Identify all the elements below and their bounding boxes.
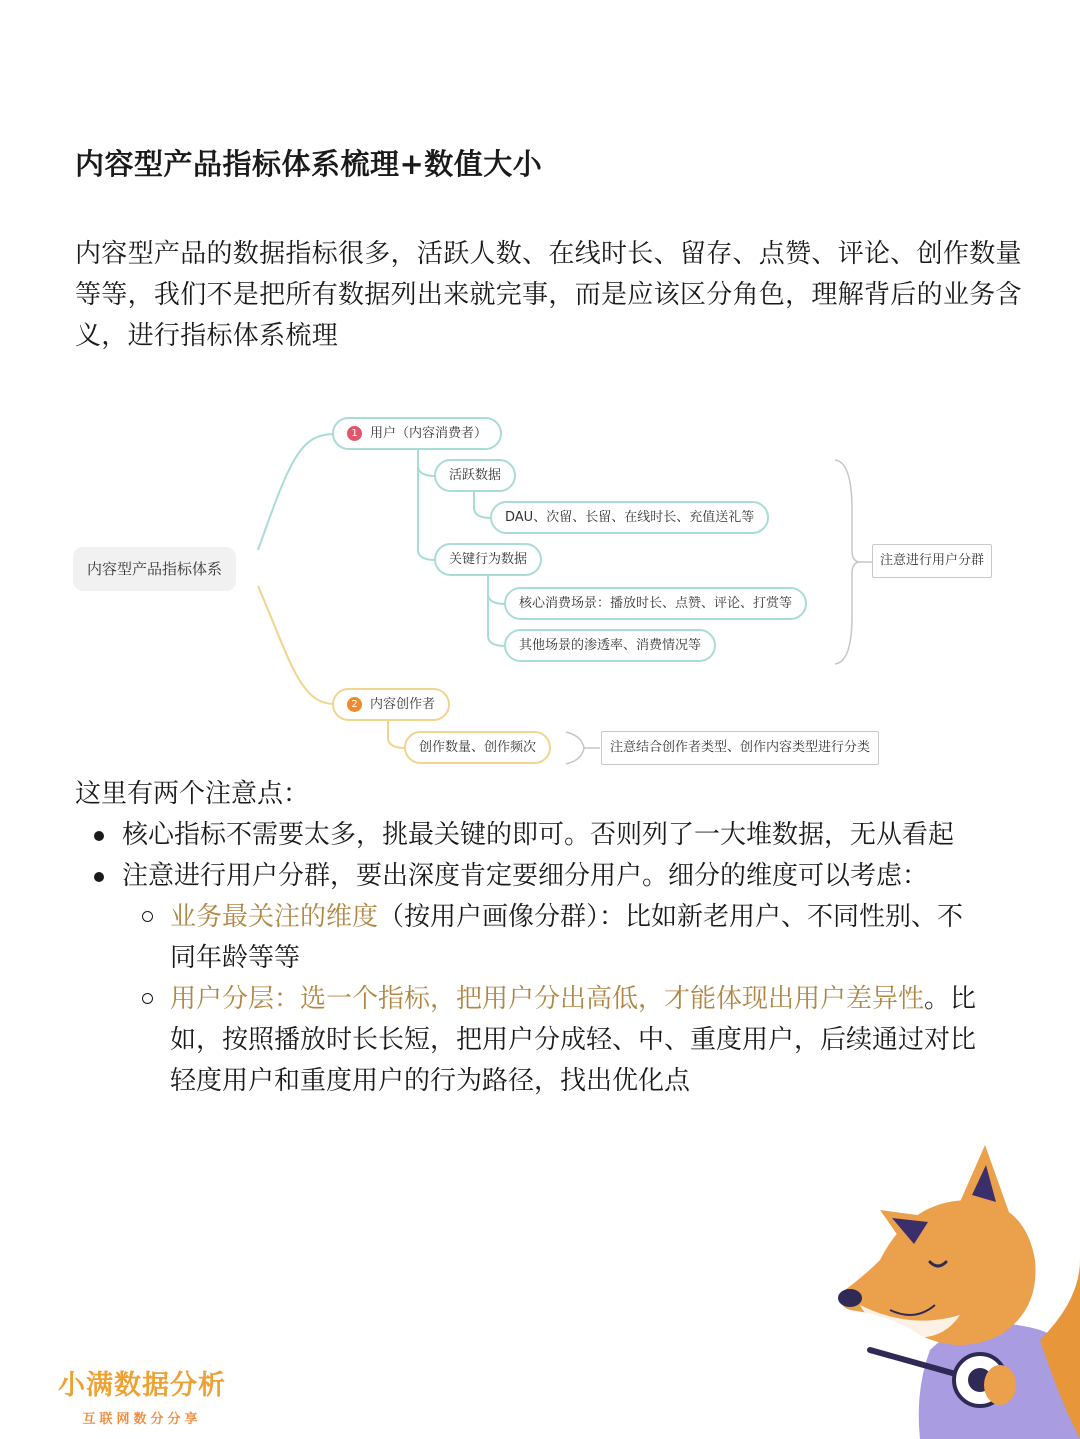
sub2-text: 。比如，按照播放时长长短，把用户分成轻、中、重度用户，后续通过对比轻度用户和重度用户的行为路径，找出优化点 — [170, 984, 977, 1096]
note-creator-type: 注意结合创作者类型、创作内容类型进行分类 — [601, 731, 879, 765]
note-bullet-2: 注意进行用户分群，要出深度肯定要细分用户。细分的维度可以考虑： — [122, 856, 982, 897]
note-sublist — [170, 897, 982, 1102]
sub1-highlight: 业务最关注的维度 — [170, 902, 379, 932]
node-creation: 创作数量、创作频次 — [404, 731, 551, 764]
connector-branch1-children — [418, 450, 436, 560]
branch-creator — [332, 688, 450, 721]
note-sub-1 — [170, 897, 982, 979]
note-bullet-1: 核心指标不需要太多，挑最关键的即可。否则列了一大堆数据，无从看起 — [122, 815, 982, 856]
brace-creator-group — [566, 732, 584, 764]
brace-user-group — [835, 460, 860, 664]
badge-2: 2 — [347, 697, 362, 712]
brand-logo — [42, 1363, 242, 1427]
branch-user — [332, 417, 502, 450]
node-active-detail: DAU、次留、长留、在线时长、充值送礼等 — [490, 501, 769, 534]
note-user-grouping: 注意进行用户分群 — [872, 544, 992, 578]
mindmap-root: 内容型产品指标体系 — [73, 547, 236, 591]
node-active: 活跃数据 — [434, 459, 516, 492]
note-sub-2 — [170, 979, 982, 1102]
page-title: 内容型产品指标体系梳理+数值大小 — [75, 147, 543, 181]
connector-key-children — [488, 576, 506, 646]
notes-list — [122, 815, 982, 1102]
node-other-scene: 其他场景的渗透率、消费情况等 — [504, 629, 716, 662]
intro-paragraph: 内容型产品的数据指标很多，活跃人数、在线时长、留存、点赞、评论、创作数量等等，我们不是把所有数据列出来就完事，而是应该区分角色，理解背后的业务含义，进行指标体系梳理 — [75, 239, 1022, 351]
sub1-text: （按用户画像分群）：比如新老用户、不同性别、不同年龄等等 — [170, 902, 964, 973]
badge-1: 1 — [347, 426, 362, 441]
brand-subtitle: 互联网数分分享 — [82, 1412, 202, 1427]
node-key-behavior: 关键行为数据 — [434, 543, 542, 576]
branch-creator-label: 内容创作者 — [370, 697, 436, 712]
brand-name: 小满数据分析 — [58, 1370, 226, 1401]
connector-root-branch2 — [258, 586, 334, 704]
notes-heading: 这里有两个注意点： — [75, 779, 310, 809]
mindmap — [0, 400, 1080, 780]
fox-mascot-icon — [820, 1140, 1080, 1439]
sub2-highlight: 用户分层：选一个指标，把用户分出高低，才能体现出用户差异性 — [170, 984, 925, 1014]
connector-root-branch1 — [258, 434, 334, 550]
node-core-scene: 核心消费场景：播放时长、点赞、评论、打赏等 — [504, 587, 807, 620]
branch-user-label: 用户（内容消费者） — [370, 426, 488, 441]
